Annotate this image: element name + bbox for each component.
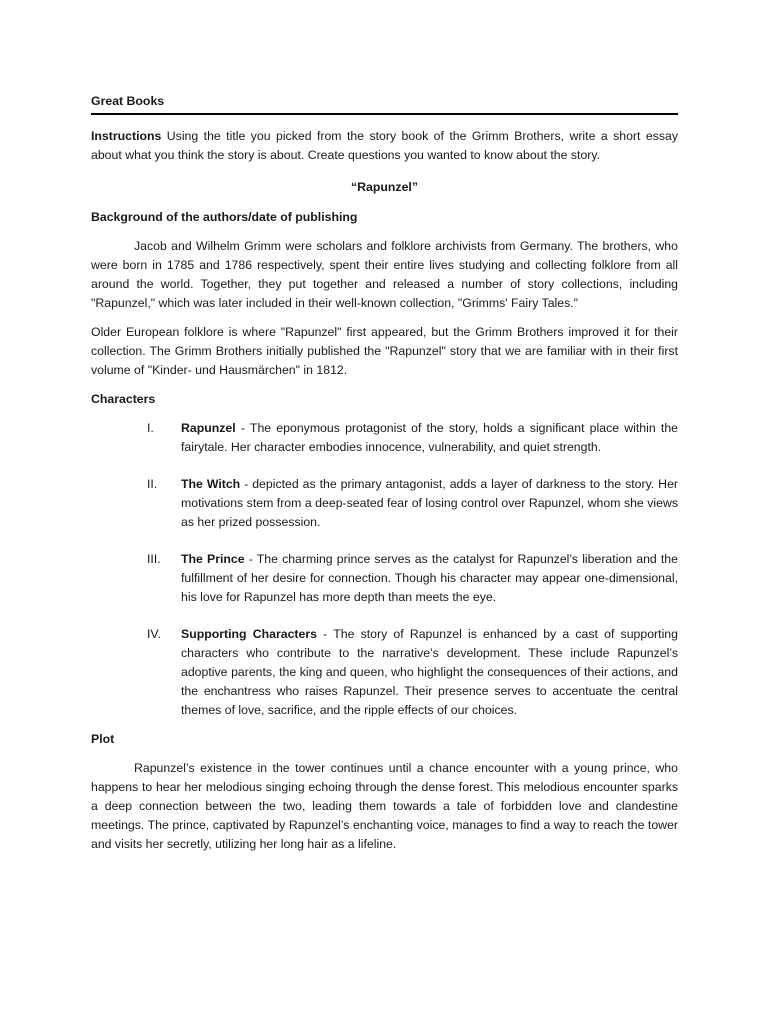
background-paragraph-2: Older European folklore is where "Rapunzel" first appeared, but the Grimm Brothers improved it for their collection. The Grimm Brothers initially published the "Rapunzel" story that we are familiar with in their first volume of "Kinder- und Hausmärchen" in 1812. xyxy=(91,325,678,377)
character-description: - The story of Rapunzel is enhanced by a cast of supporting characters who contribute to the narrative’s development. These include Rapunzel’s adoptive parents, the king and queen, who highlight the consequences of their actions, and the enchantress who raises Rapunzel. Their presence serves to accentuate the central themes of love, sacrifice, and the ripple effects of our choices. xyxy=(181,627,678,717)
character-numeral: I. xyxy=(147,421,154,435)
document-body xyxy=(91,92,678,854)
plot-paragraph-1: Rapunzel’s existence in the tower continues until a chance encounter with a young prince, who happens to hear her melodious singing echoing through the dense forest. This melodious encounter sparks a deep connection between the two, leading them towards a tale of forbidden love and clandestine meetings. The prince, captivated by Rapunzel’s enchanting voice, manages to find a way to reach the tower and visits her secretly, utilizing her long hair as a lifeline. xyxy=(91,761,678,851)
characters-list xyxy=(91,419,678,720)
character-item-witch xyxy=(91,475,678,532)
character-description: - The charming prince serves as the catalyst for Rapunzel’s liberation and the fulfillment of her desire for connection. Though his character may appear one-dimensional, his love for Rapunzel has more depth than meets the eye. xyxy=(181,552,678,604)
background-paragraph-1: Jacob and Wilhelm Grimm were scholars and folklore archivists from Germany. The brothers, who were born in 1785 and 1786 respectively, spent their entire lives studying and collecting folklore from all around the world. Together, they put together and released a number of story collections, including "Rapunzel," which was later included in their well-known collection, "Grimms' Fairy Tales." xyxy=(91,239,678,310)
character-description: - The eponymous protagonist of the story, holds a significant place within the fairytale. Her character embodies innocence, vulnerability, and quiet strength. xyxy=(181,421,678,454)
character-name: The Prince xyxy=(181,552,245,566)
character-item-rapunzel xyxy=(91,419,678,457)
characters-heading: Characters xyxy=(91,392,156,406)
story-title: “Rapunzel” xyxy=(351,180,418,194)
character-name: The Witch xyxy=(181,477,241,491)
character-item-prince xyxy=(91,550,678,607)
instructions-label: Instructions xyxy=(91,129,162,143)
character-numeral: II. xyxy=(147,477,158,491)
character-numeral: III. xyxy=(147,552,161,566)
plot-heading: Plot xyxy=(91,732,115,746)
character-numeral: IV. xyxy=(147,627,161,641)
instructions-paragraph xyxy=(91,127,678,165)
document-title: Great Books xyxy=(91,92,678,115)
instructions-text: Using the title you picked from the story book of the Grimm Brothers, write a short essay about what you think the story is about. Create questions you wanted to know about the story. xyxy=(91,129,678,162)
character-name: Supporting Characters xyxy=(181,627,317,641)
character-item-supporting xyxy=(91,625,678,720)
character-name: Rapunzel xyxy=(181,421,236,435)
background-heading: Background of the authors/date of publishing xyxy=(91,210,358,224)
character-description: - depicted as the primary antagonist, adds a layer of darkness to the story. Her motivations stem from a deep-seated fear of losing control over Rapunzel, whom she views as her prized possession. xyxy=(181,477,678,529)
